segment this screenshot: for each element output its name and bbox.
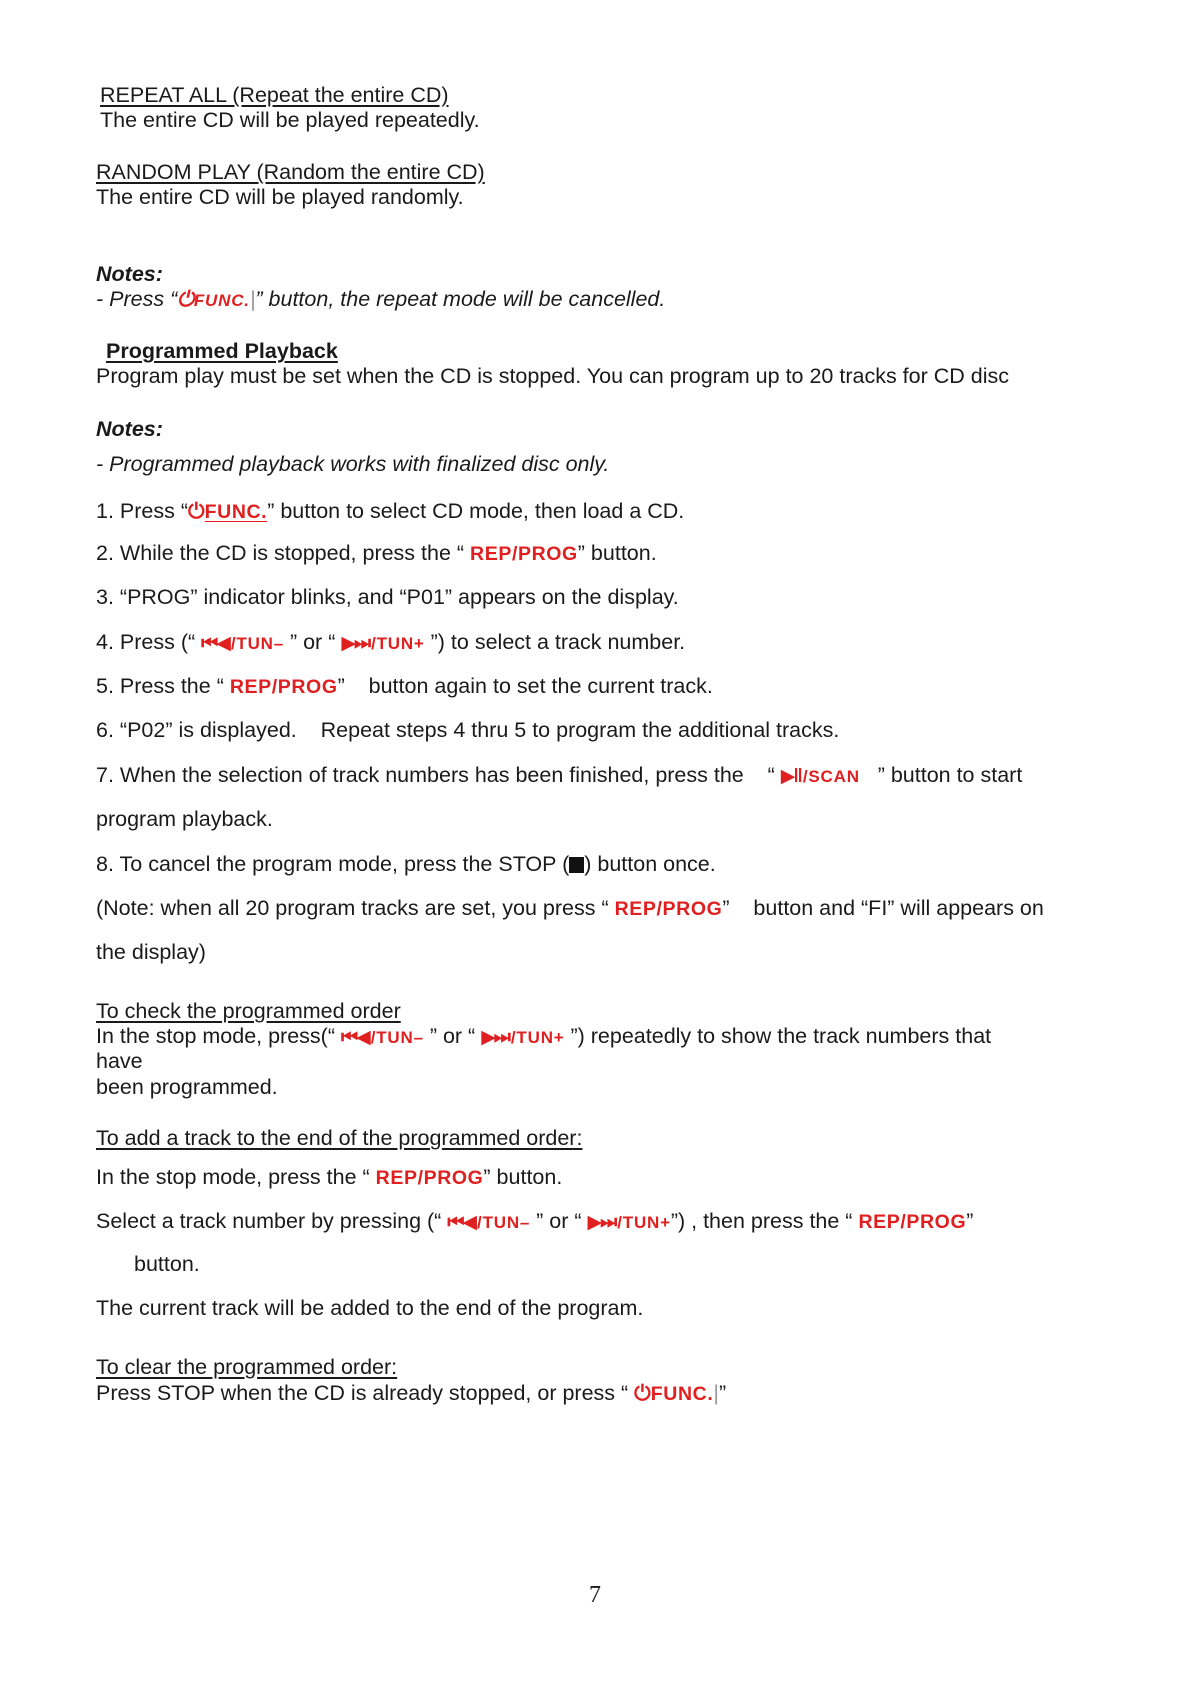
check-post: ”) repeatedly to show the track numbers that [570,1024,992,1048]
step-5 [96,673,713,700]
skip-forward-icon: ▶⏭ [481,1027,509,1048]
step-2-post: ” button. [577,541,657,565]
add-track-line-1 [96,1164,562,1191]
step-4 [96,629,685,657]
notes-2-text: - Programmed playback works with finalized disc only. [96,452,610,476]
play-pause-icon: ▶‖ [780,766,801,787]
check-order-cont-1: have [96,1049,143,1073]
func-label: FUNC. [193,291,250,310]
add-l2-mid: ” or “ [536,1209,582,1233]
program-full-note-continued: the display) [96,940,206,964]
programmed-heading: Programmed Playback [106,339,338,363]
rep-prog-label: REP/PROG [614,898,723,920]
skip-back-icon: ⏮◀ [201,633,229,654]
check-order-heading: To check the programmed order [96,999,401,1023]
step-2-pre: 2. While the CD is stopped, press the “ [96,541,465,565]
step-8 [96,851,716,877]
rep-prog-label: REP/PROG [858,1211,967,1233]
clear-pre: Press STOP when the CD is already stopped, or press “ [96,1381,629,1405]
tun-plus-label: /TUN+ [510,1028,565,1047]
clear-order-heading: To clear the programmed order: [96,1355,398,1379]
step-7-post: ” button to start [877,763,1023,787]
power-icon: ⏻ [188,500,205,523]
check-mid: ” or “ [429,1024,476,1048]
add-l2-mid2: ”) , then press the “ [670,1209,853,1233]
tun-minus-label: /TUN– [370,1028,424,1047]
func-label: FUNC. [650,1383,714,1405]
step-6: 6. “P02” is displayed. Repeat steps 4 thru 5 to program the additional tracks. [96,718,840,742]
skip-forward-icon: ▶⏭ [587,1212,616,1233]
add-l2-post: ” [966,1209,974,1233]
func-label: FUNC. [204,501,268,523]
step-4-mid: ” or “ [289,630,336,654]
notes-label-1: Notes: [96,262,163,286]
random-play-heading: RANDOM PLAY (Random the entire CD) [96,160,485,184]
skip-back-icon: ⏮◀ [447,1212,476,1233]
skip-forward-icon: ▶⏭ [341,633,370,654]
step-3: 3. “PROG” indicator blinks, and “P01” appears on the display. [96,585,679,609]
step-4-pre: 4. Press (“ [96,630,196,654]
notes-1-post: ” button, the repeat mode will be cancelled. [255,287,666,311]
rep-prog-label: REP/PROG [470,543,578,565]
tun-plus-label: /TUN+ [371,634,425,653]
check-pre: In the stop mode, press(“ [96,1024,335,1048]
power-icon: ⏻ [634,1382,651,1405]
add-track-line-2 [96,1208,973,1236]
note-pre: (Note: when all 20 program tracks are set, you press “ [96,896,609,920]
step-8-pre: 8. To cancel the program mode, press the STOP ( [96,852,570,876]
step-1 [96,498,684,525]
clear-order-line [96,1380,726,1407]
add-track-line-3: button. [134,1252,200,1276]
tun-minus-label: /TUN– [230,634,284,653]
check-order-line [96,1023,991,1051]
step-4-post: ”) to select a track number. [430,630,686,654]
clear-post: ” [718,1381,727,1405]
tun-plus-label: /TUN+ [617,1213,671,1232]
separator-mark: | [249,287,256,311]
tun-minus-label: /TUN– [477,1213,531,1232]
notes-1-pre: - Press “ [96,287,178,311]
rep-prog-label: REP/PROG [375,1167,484,1189]
add-l1-post: ” button. [483,1165,563,1189]
add-l2-pre: Select a track number by pressing (“ [96,1209,442,1233]
power-icon: ⏻ [177,288,194,311]
scan-label: /SCAN [802,767,860,786]
add-track-heading: To add a track to the end of the programmed order: [96,1126,583,1150]
step-8-post: ) button once. [584,852,716,876]
stop-icon [569,857,584,873]
random-play-text: The entire CD will be played randomly. [96,185,464,209]
step-1-post: ” button to select CD mode, then load a CD. [267,499,685,523]
step-7 [96,762,1022,790]
note-post: ” button and “FI” will appears on [722,896,1044,920]
repeat-all-heading: REPEAT ALL (Repeat the entire CD) [100,83,449,107]
skip-back-icon: ⏮◀ [340,1027,369,1048]
rep-prog-label: REP/PROG [229,676,338,698]
add-l1-pre: In the stop mode, press the “ [96,1165,370,1189]
notes-label-2: Notes: [96,417,163,441]
step-5-post: ” button again to set the current track. [337,674,713,698]
notes-1-line [96,286,665,314]
program-full-note [96,895,1044,922]
add-track-line-4: The current track will be added to the end of the program. [96,1296,644,1320]
step-5-pre: 5. Press the “ [96,674,224,698]
separator-mark: | [713,1381,719,1405]
check-order-cont-2: been programmed. [96,1075,278,1099]
programmed-intro: Program play must be set when the CD is stopped. You can program up to 20 tracks for CD disc [96,364,1010,388]
page-number: 7 [589,1582,601,1608]
repeat-all-text: The entire CD will be played repeatedly. [100,108,480,132]
step-7-continued: program playback. [96,807,273,831]
step-7-pre: 7. When the selection of track numbers has been finished, press the “ [96,763,775,787]
step-2 [96,540,657,567]
step-1-pre: 1. Press “ [96,499,188,523]
